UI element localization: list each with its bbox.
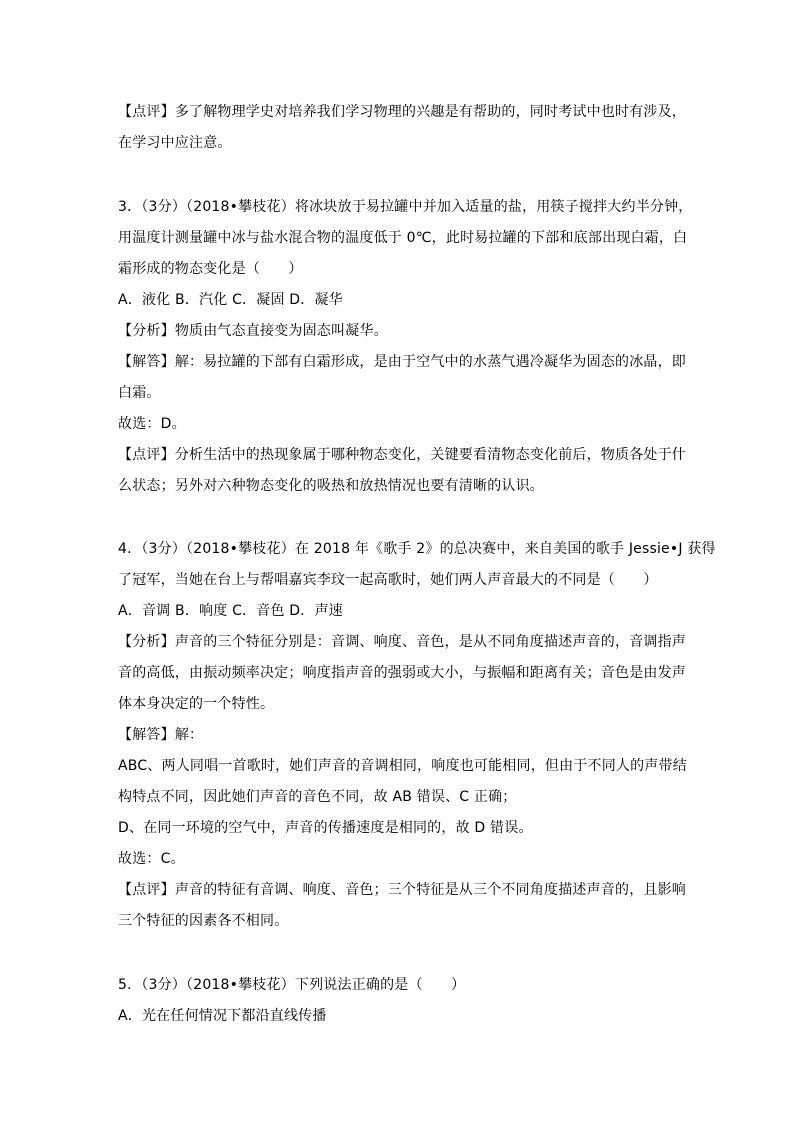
q3-comment-text-1: 分析生活中的热现象属于哪种物态变化，关键要看清物态变化前后，物质各处于什	[174, 447, 687, 463]
q3-options: A．液化 B．汽化 C．凝固 D．凝华	[118, 292, 343, 308]
q2-comment-tag: 【点评】	[118, 104, 175, 120]
q4-answer-line-2: 构特点不同，因此她们声音的音色不同，故 AB 错误、C 正确；	[118, 789, 517, 805]
q2-comment-text-1: 多了解物理学史对培养我们学习物理的兴趣是有帮助的，同时考试中也时有涉及，	[174, 104, 687, 120]
q4-choice: 故选：C。	[118, 851, 185, 867]
q4-comment-line-1	[118, 880, 687, 900]
q3-comment-line-1	[118, 445, 687, 465]
q4-comment-text-1: 声音的特征有音调、响度、音色；三个特征是从三个不同角度描述声音的，且影响	[174, 882, 687, 898]
q4-analysis-line-3: 体本身决定的一个特性。	[118, 696, 275, 712]
q3-stem-line-3: 霜形成的物态变化是（ ）	[118, 261, 303, 277]
q3-comment-line-2: 么状态；另外对六种物态变化的吸热和放热情况也要有清晰的认识。	[118, 478, 544, 494]
q3-choice: 故选：D。	[118, 416, 186, 432]
q4-comment-line-2: 三个特征的因素各不相同。	[118, 913, 289, 929]
q4-stem-line-2: 了冠军，当她在台上与帮唱嘉宾李玟一起高歌时，她们两人声音最大的不同是（ ）	[118, 572, 658, 588]
q4-analysis-line-1	[118, 632, 687, 652]
q4-answer-head	[118, 725, 678, 745]
q3-analysis	[118, 321, 678, 341]
q4-answer-head-text: 解：	[174, 727, 204, 743]
q4-stem-line-1: 4．（3分）（2018•攀枝花）在 2018 年《歌手 2》的总决赛中，来自美国的歌手 Jessie•J 获得	[118, 541, 716, 557]
q3-comment-tag: 【点评】	[118, 447, 175, 463]
q4-analysis-line-2: 音的高低，由振动频率决定；响度指声音的强弱或大小，与振幅和距离有关；音色是由发声	[118, 665, 686, 681]
q3-answer-line-1	[118, 352, 687, 372]
q3-answer-line-2: 白霜。	[118, 385, 161, 401]
q5-stem-line-1: 5．（3分）（2018•攀枝花）下列说法正确的是（ ）	[118, 977, 466, 993]
q5-option-a: A．光在任何情况下都沿直线传播	[118, 1008, 327, 1024]
q4-analysis-text-1: 声音的三个特征分别是：音调、响度、音色，是从不同角度描述声音的，音调指声	[174, 634, 687, 650]
q3-stem-line-1: 3．（3分）（2018•攀枝花）将冰块放于易拉罐中并加入适量的盐，用筷子搅拌大约半分钟，	[118, 199, 693, 215]
q4-answer-line-1: ABC、两人同唱一首歌时，她们声音的音调相同，响度也可能相同，但由于不同人的声带结	[118, 758, 687, 774]
q3-stem-line-2: 用温度计测量罐中冰与盐水混合物的温度低于 0℃，此时易拉罐的下部和底部出现白霜，白	[118, 230, 688, 246]
q4-comment-tag: 【点评】	[118, 882, 175, 898]
q3-answer-tag: 【解答】	[118, 354, 175, 370]
q3-analysis-text: 物质由气态直接变为固态叫凝华。	[174, 323, 388, 339]
q4-options: A．音调 B．响度 C．音色 D．声速	[118, 603, 343, 619]
q3-answer-text-1: 解：易拉罐的下部有白霜形成，是由于空气中的水蒸气遇冷凝华为固态的冰晶，即	[174, 354, 687, 370]
q4-analysis-tag: 【分析】	[118, 634, 175, 650]
q3-analysis-tag: 【分析】	[118, 323, 175, 339]
q2-comment-line-1	[118, 102, 687, 122]
q4-answer-line-3: D、在同一环境的空气中，声音的传播速度是相同的，故 D 错误。	[118, 820, 533, 836]
q2-comment-line-2: 在学习中应注意。	[118, 135, 232, 151]
q4-answer-tag: 【解答】	[118, 727, 175, 743]
